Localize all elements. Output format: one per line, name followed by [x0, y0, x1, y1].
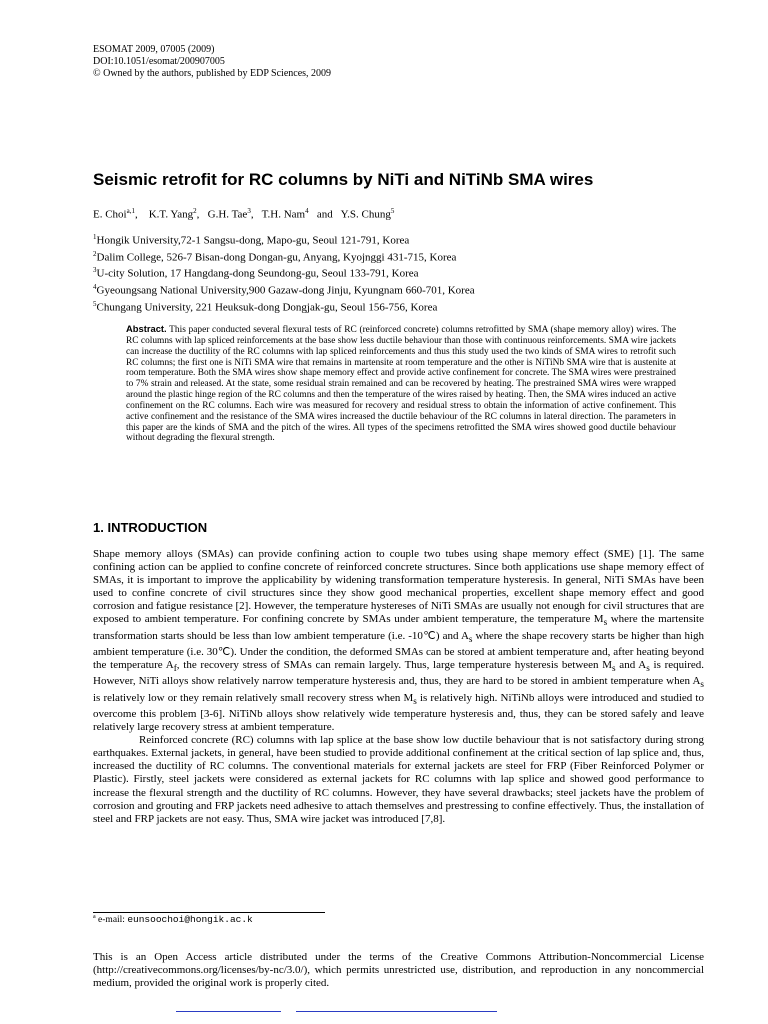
author-email[interactable]: eunsoochoi@hongik.ac.k — [127, 914, 253, 926]
affiliation-list — [93, 231, 475, 314]
author-name: E. Choi — [93, 208, 127, 221]
footnote-marker: a — [93, 914, 96, 920]
article-link-rule[interactable] — [176, 1011, 281, 1012]
abstract-text: This paper conducted several flexural tests of RC (reinforced concrete) columns retrofitted by SMA (shape memory alloy) wires. The RC columns with lap spliced reinforcements at the base show less ductile behaviour than those with continuous reinforcements. SMA wire jackets can increase the ductility of the RC columns with lap spliced reinforcements and thus this study used the two kinds of SMA wires to retrofit such RC columns; the first one is NiTi SMA wire that remains in martensite at room temperature and the other is NiTiNb SMA wire that is austenite at room temperature. Both the SMA wires show shape memory effect and provide active confinement for concrete. The SMA wires were prestrained to 7% strain and released. At the state, some residual strain remained and can be recovered by heating. The prestrained SMA wires were wrapped around the plastic hinge region of the RC columns and then the temperature of the wires raised by heating. Then, the SMA wires induced an active confinement on the RC columns. Each wire was measured for recovery and residual stress to obtain the information of active confinement. This active confinement and the resistance of the SMA wires increased the ductile behaviour of the RC columns in lateral direction. The parameters in this paper are the kinds of SMA and the pitch of the wires. All types of the specimens retrofitted the SMA wires showed good ductile behaviour without degrading the flexural strength. — [126, 325, 676, 444]
author-name: K.T. Yang — [148, 208, 194, 221]
affiliation: $^5$Chungang University, 221 Heuksuk-dong Dongjak-gu, Seoul 156-756, Korea — [93, 299, 438, 314]
author-sup: 5 — [390, 207, 395, 215]
paragraph: Shape memory alloys (SMAs) can provide confining action to couple two tubes using shape memory effect (SME) [1]. The same confining action can be applied to confine concrete of reinforced concrete structures. Since both applications use shape memory effect of SMAs, it is important to improve the applicability by widening transformation temperature hysteresis. In general, NiTi SMAs have been used to confine concrete of civil structures since they show good mechanical properties, excellent shape memory effect and good corrosion and fatigue resistance [2]. However, the temperature hystereses of NiTi SMAs are usually not enough for civil structures that are exposed to ambient temperature. For confining concrete by SMAs under ambient temperature, the temperature $M_s$ where the martensite transformation starts should be less than low ambient temperature (i.e. -10℃) and $A_s$ where the shape recovery starts be higher than high ambient temperature (i.e. 30℃). Under the condition, the deformed SMAs can be stored at ambient temperature and, after heating beyond the temperature $A_f$, the recovery stress of SMAs can remain largely. Thus, large temperature hysteresis between $M_s$ and $A_s$ is required. However, NiTi alloys show relatively narrow temperature hysteresis and, thus, they are hard to be stored in ambient temperature when $A_s$ is relatively low or they remain relatively small recovery stress when $M_s$ is relatively high. NiTiNb alloys were introduced and studied to overcome this problem [3-6]. NiTiNb alloys show relatively wide temperature hysteresis and, thus, they can be stored safely and leave relatively large recovery stress at ambient temperature. — [93, 548, 705, 734]
license-link[interactable]: http://creativecommons.org/licenses/by-nc/3.0/ — [96, 964, 304, 976]
footnote-label: e-mail: — [98, 915, 125, 926]
author-sup: a,1 — [126, 207, 135, 215]
footnote — [93, 914, 253, 925]
abstract-label: Abstract. — [126, 323, 167, 334]
affiliation: $^3$U-city Solution, 17 Hangdang-dong Seundong-gu, Seoul 133-791, Korea — [93, 266, 419, 280]
paragraph: Reinforced concrete (RC) columns with lap splice at the base show low ductile behaviour that is not satisfactory during strong earthquakes. External jackets, in general, have been studied to provide additional confinement at the critical section of lap splice and, thus, increased the ductility of RC columns. The conventional materials for external jackets are steel for FRP (Fiber Reinforced Polymer or Plastic). Firstly, steel jackets were considered as external jackets for RC columns with lap splice and showed good performance to increase the flexural strength and the ductility of RC columns. However, they have several drawbacks; steel jackets have the problem of corrosion and grouting and FRP jackets need adhesive to attach themselves and prestressing to confine effectively. Thus, the installation of steel and FRP jackets are not easy. Thus, SMA wire jacket was introduced [7,8]. — [93, 734, 704, 825]
introduction-body — [93, 548, 704, 826]
author-sup: 3 — [247, 207, 251, 215]
paper-title: Seismic retrofit for RC columns by NiTi and NiTiNb SMA wires — [93, 170, 594, 189]
abstract — [126, 324, 676, 444]
author-name: Y.S. Chung — [340, 208, 391, 221]
footnote-divider — [93, 912, 325, 913]
article-link-rule[interactable] — [296, 1011, 497, 1012]
journal-header — [93, 44, 331, 81]
author-sup: 4 — [305, 207, 309, 215]
journal-citation: ESOMAT 2009, 07005 (2009) — [93, 44, 215, 55]
author-and: and — [316, 208, 333, 221]
author-name: T.H. Nam — [261, 208, 306, 221]
license-notice: This is an Open Access article distributed under the terms of the Creative Commons Attribution-Noncommercial License (http://creativecommons.org/licenses/by-nc/3.0/), which permits unrestricted use, distribution, and reproduction in any noncommercial medium, provided the original work is properly cited. — [93, 951, 704, 989]
section-heading: 1. INTRODUCTION — [93, 520, 208, 535]
affiliation: $^1$Hongik University,72-1 Sangsu-dong, Mapo-gu, Seoul 121-791, Korea — [93, 233, 410, 247]
author-sup: 2 — [193, 207, 197, 215]
author-name: G.H. Tae — [207, 208, 248, 221]
copyright: © Owned by the authors, published by EDP Sciences, 2009 — [93, 68, 332, 80]
affiliation: $^4$Gyeoungsang National University,900 Gazaw-dong Jinju, Kyungnam 660-701, Korea — [93, 282, 475, 297]
affiliation: $^2$Dalim College, 526-7 Bisan-dong Dongan-gu, Anyang, Kyojnggi 431-715, Korea — [93, 249, 457, 264]
doi: DOI:10.1051/esomat/200907005 — [93, 56, 225, 68]
author-list: E. Choi$^{a,1}$, K.T. Yang$^2$, G.H. Tae$^3$, T.H. Nam$^4$ and Y.S. Chung$^5$ — [93, 207, 395, 221]
